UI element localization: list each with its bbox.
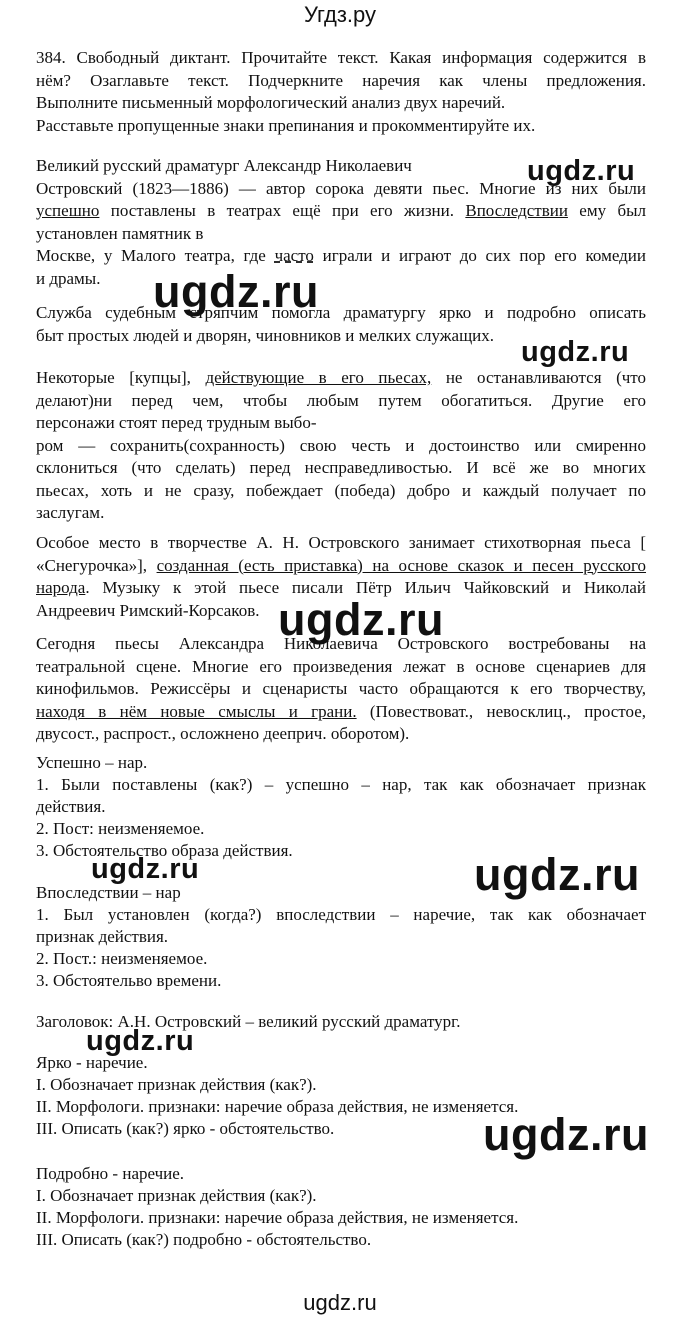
text-line: Заголовок: А.Н. Островский – великий русский драматург. xyxy=(36,1012,461,1031)
text-line: Подробно - наречие. xyxy=(36,1164,185,1183)
text-line: II. Морфологи. признаки: наречие образа действия, не изменяется. xyxy=(36,1208,519,1227)
text-line: 3. Обстоятельство образа действия. xyxy=(36,841,293,860)
analysis-vposledstvii xyxy=(36,882,646,992)
text-line: делают)ни перед чем, чтобы любым путем обогатиться. Другие его xyxy=(36,390,646,410)
text-line: I. Обозначает признак действия (как?). xyxy=(36,1186,317,1205)
site-footer: ugdz.ru xyxy=(303,1290,377,1315)
text-line: Служба судебным стряпчим помогла драматургу ярко и подробно описать xyxy=(36,303,646,322)
text-line: склониться (что сделать) перед несправедливостью. И всё же во многих xyxy=(36,458,646,477)
text-line: Расставьте пропущенные знаки препинания и прокомментируйте их. xyxy=(36,115,536,135)
text-line: II. Морфологи. признаки: наречие образа действия, не изменяется. xyxy=(36,1097,519,1116)
underlined-adverb: часто xyxy=(274,246,314,265)
watermark: ugdz.ru xyxy=(86,1025,195,1057)
text-line: I. Обозначает признак действия (как?). xyxy=(36,1075,317,1094)
text-line: Впоследствии – нар xyxy=(36,883,181,902)
paragraph-5 xyxy=(36,633,646,746)
task-text xyxy=(36,47,646,137)
text-line: Выполните письменный морфологический анализ двух наречий. xyxy=(36,93,506,112)
watermark: ugdz.ru xyxy=(527,155,636,187)
text-line: Великий русский драматург Александр Николаевич xyxy=(36,156,412,175)
analysis-yarko xyxy=(36,1052,646,1140)
text-line: театральной сцене. Многие его произведения лежат в основе сценариев для xyxy=(36,656,646,676)
text-line: 384. Свободный диктант. Прочитайте текст. Какая информация содержится в xyxy=(36,48,646,67)
text-line: кинофильмов. Режиссёры и сценаристы часто обращаются к его творчеству, xyxy=(36,679,646,698)
text-line: народа. Музыку к этой пьесе писали Пётр Ильич Чайковский и Николай xyxy=(36,578,646,597)
text-line: Особое место в творчестве А. Н. Островского занимает стихотворная пьеса [ xyxy=(36,533,646,552)
watermark: ugdz.ru xyxy=(278,594,444,645)
text-line: признак действия. xyxy=(36,927,169,946)
watermark: ugdz.ru xyxy=(474,849,640,900)
text-line: пьесах, хоть и не сразу, побеждает (победа) добро и каждый получает по xyxy=(36,480,646,500)
text-line: Островский (1823—1886) — автор сорока девяти пьес. Многие из них были xyxy=(36,178,646,198)
paragraph-4 xyxy=(36,532,646,622)
paragraph-2 xyxy=(36,302,646,347)
watermark: ugdz.ru xyxy=(153,266,319,317)
text-line: III. Описать (как?) ярко - обстоятельство. xyxy=(36,1119,335,1138)
watermark: ugdz.ru xyxy=(483,1109,649,1160)
text-line: персонажи стоят перед трудным выбо- xyxy=(36,413,317,432)
paragraph-1 xyxy=(36,155,646,290)
site-header: Угдз.ру xyxy=(303,2,377,27)
text-line: Некоторые [купцы], действующие в его пьесах, не останавливаются (что xyxy=(36,368,647,387)
text-line: III. Описать (как?) подробно - обстоятельство. xyxy=(36,1230,372,1249)
text-line: Сегодня пьесы Александра Николаевича Островского востребованы на xyxy=(36,634,646,653)
underlined-adverb: Впоследствии xyxy=(465,201,568,220)
analysis-uspeshno xyxy=(36,752,646,862)
analysis-podrobno xyxy=(36,1163,646,1251)
text-line: Андреевич Римский-Корсаков. xyxy=(36,600,260,620)
text-line: ром — сохранить(сохранность) свою честь и достоинство или смиренно xyxy=(36,435,646,455)
gerund-phrase: находя в нём новые смыслы и грани. xyxy=(36,701,357,721)
text-line: 1. Были поставлены (как?) – успешно – нар, так как обозначает признак xyxy=(36,775,646,794)
text-line: 3. Обстоятельво времени. xyxy=(36,971,222,990)
text-line: 1. Был установлен (когда?) впоследствии – наречие, так как обозначает xyxy=(36,905,646,924)
text-line: Москве, у Малого театра, где часто играли и играют до сих пор его комедии xyxy=(36,246,647,265)
participle-phrase: действующие в его пьесах, xyxy=(205,368,432,387)
participle-phrase: созданная (есть приставка) на основе сказок и песен русского xyxy=(156,555,647,575)
text-line: двусост., распрост., осложнено дееприч. оборотом). xyxy=(36,724,410,743)
watermark: ugdz.ru xyxy=(521,336,630,368)
text-line: Ярко - наречие. xyxy=(36,1053,148,1072)
text-line: заслугам. xyxy=(36,503,105,522)
participle-phrase: народа xyxy=(36,578,86,597)
text-line: Успешно – нар. xyxy=(36,753,148,772)
text-line: нём? Озаглавьте текст. Подчеркните наречия как члены предложения. xyxy=(36,70,646,90)
watermark: ugdz.ru xyxy=(91,853,200,885)
text-line: 2. Пост: неизменяемое. xyxy=(36,819,205,838)
text-line: установлен памятник в xyxy=(36,223,204,243)
underlined-adverb: успешно xyxy=(36,201,100,220)
text-line: «Снегурочка»], созданная (есть приставка) на основе сказок и песен русского xyxy=(36,555,647,575)
text-title xyxy=(36,1011,646,1033)
text-line: и драмы. xyxy=(36,268,101,288)
paragraph-3 xyxy=(36,367,646,525)
text-line: 2. Пост.: неизменяемое. xyxy=(36,949,208,968)
text-line: успешно поставлены в театрах ещё при его жизни. Впоследствии ему был xyxy=(36,201,647,220)
text-line: находя в нём новые смыслы и грани. (Повествоват., невосклиц., простое, xyxy=(36,701,647,721)
text-line: быт простых людей и дворян, чиновников и мелких служащих. xyxy=(36,325,495,345)
text-line: действия. xyxy=(36,797,106,816)
